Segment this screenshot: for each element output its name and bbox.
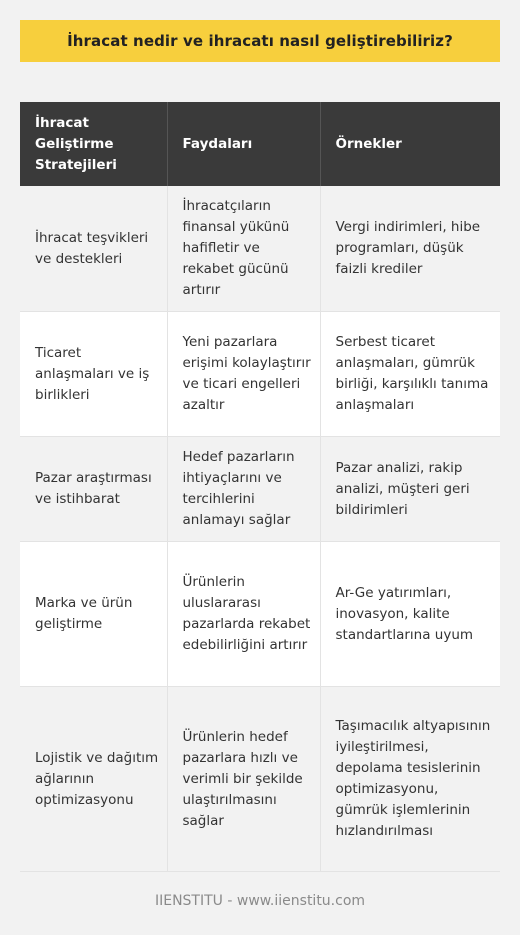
cell-strategy: Marka ve ürün geliştirme [20, 542, 167, 687]
cell-strategy: Pazar araştırması ve istihbarat [20, 437, 167, 542]
table-header-row [20, 102, 500, 186]
table-row [20, 186, 500, 312]
strategy-table [20, 102, 500, 872]
cell-benefit: Ürünlerin uluslararası pazarlarda rekabet edebilirliğini artırır [167, 542, 320, 687]
cell-example: Pazar analizi, rakip analizi, müşteri geri bildirimleri [320, 437, 500, 542]
table-row [20, 437, 500, 542]
cell-strategy: Ticaret anlaşmaları ve iş birlikleri [20, 312, 167, 437]
cell-example: Serbest ticaret anlaşmaları, gümrük birliği, karşılıklı tanıma anlaşmaları [320, 312, 500, 437]
cell-example: Ar-Ge yatırımları, inovasyon, kalite standartlarına uyum [320, 542, 500, 687]
strategy-table-container [20, 102, 500, 872]
cell-strategy: İhracat teşvikleri ve destekleri [20, 186, 167, 312]
cell-benefit: Yeni pazarlara erişimi kolaylaştırır ve ticari engelleri azaltır [167, 312, 320, 437]
header-strategies: İhracat Geliştirme Stratejileri [20, 102, 167, 186]
cell-benefit: Ürünlerin hedef pazarlara hızlı ve verimli bir şekilde ulaştırılmasını sağlar [167, 687, 320, 872]
table-row [20, 542, 500, 687]
page-title: İhracat nedir ve ihracatı nasıl geliştirebiliriz? [67, 32, 453, 50]
header-examples: Örnekler [320, 102, 500, 186]
footer-credit: IIENSTITU - www.iienstitu.com [154, 893, 366, 909]
cell-benefit: İhracatçıların finansal yükünü hafifletir ve rekabet gücünü artırır [167, 186, 320, 312]
cell-strategy: Lojistik ve dağıtım ağlarının optimizasyonu [20, 687, 167, 872]
header-benefits: Faydaları [167, 102, 320, 186]
cell-benefit: Hedef pazarların ihtiyaçlarını ve tercihlerini anlamayı sağlar [167, 437, 320, 542]
cell-example: Taşımacılık altyapısının iyileştirilmesi, depolama tesislerinin optimizasyonu, gümrük işlemlerinin hızlandırılması [320, 687, 500, 872]
title-banner [20, 20, 500, 62]
cell-example: Vergi indirimleri, hibe programları, düşük faizli krediler [320, 186, 500, 312]
table-row [20, 687, 500, 872]
table-row [20, 312, 500, 437]
